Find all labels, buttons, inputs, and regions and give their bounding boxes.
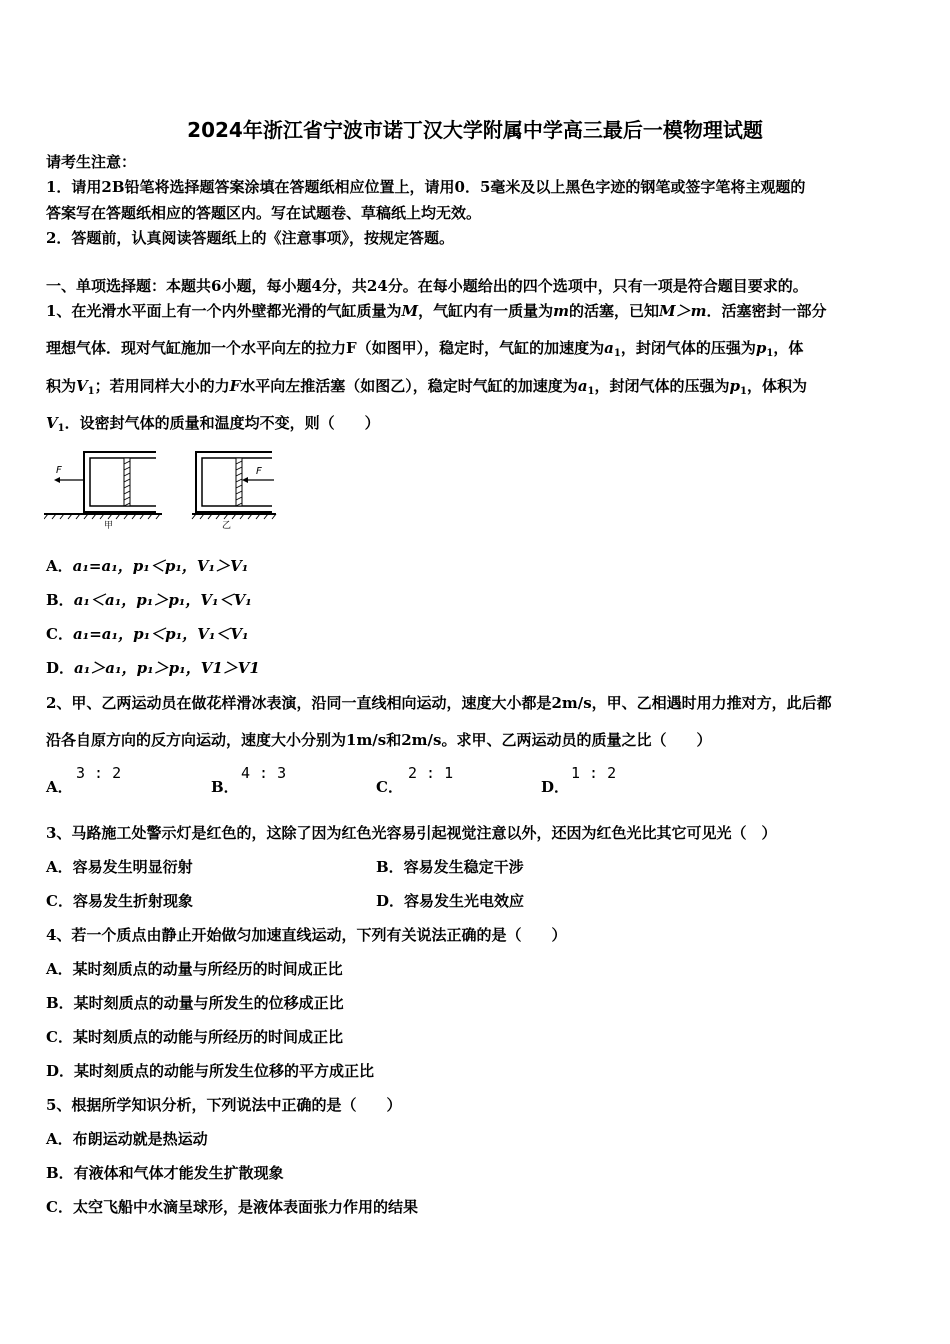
q1-option-d[interactable]: D．a₁＞a₁，p₁＞p₁，V1＞V1 [46, 659, 260, 677]
page-title: 2024年浙江省宁波市诺丁汉大学附属中学高三最后一模物理试题 [187, 118, 763, 142]
q1-option-b[interactable]: B．a₁＜a₁，p₁＞p₁，V₁＜V₁ [46, 591, 252, 609]
q1-line-1: 1、在光滑水平面上有一个内外壁都光滑的气缸质量为M，气缸内有一质量为m的活塞，已知M＞m．活塞密封一部分 [46, 302, 827, 320]
q1-line-3: 积为$V_1$；若用同样大小的力F水平向左推活塞（如图乙），稳定时气缸的加速度为$a_1$，封闭气体的压强为$p_1$，体积为 [46, 377, 808, 397]
q2-option-b-letter: B． [211, 778, 239, 796]
q5-line-1: 5、根据所学知识分析，下列说法中正确的是（ ） [46, 1096, 402, 1114]
q2-option-c-letter: C． [376, 778, 403, 796]
q2-option-d-value: 1 : 2 [571, 764, 617, 782]
q4-option-d[interactable]: D．某时刻质点的动能与所发生位移的平方成正比 [46, 1062, 375, 1080]
q1-figure [44, 448, 284, 530]
q3-option-a[interactable]: A．容易发生明显衍射 [46, 858, 193, 876]
notice-line-2: 答案写在答题纸相应的答题区内。写在试题卷、草稿纸上均无效。 [46, 204, 482, 222]
q1-option-c[interactable]: C．a₁=a₁，p₁＜p₁，V₁＜V₁ [46, 625, 249, 643]
figure-jia-label: 甲 [104, 521, 114, 530]
section-heading: 一、单项选择题：本题共6小题，每小题4分，共24分。在每小题给出的四个选项中，只有一项是符合题目要求的。 [46, 277, 808, 295]
q1-option-a[interactable]: A．a₁=a₁，p₁＜p₁，V₁＞V₁ [46, 557, 249, 575]
q4-option-a[interactable]: A．某时刻质点的动量与所经历的时间成正比 [46, 960, 343, 978]
notice-line-3: 2．答题前，认真阅读答题纸上的《注意事项》，按规定答题。 [46, 229, 454, 247]
q3-option-c[interactable]: C．容易发生折射现象 [46, 892, 193, 910]
q1-line-2: 理想气体．现对气缸施加一个水平向左的拉力F（如图甲），稳定时，气缸的加速度为$a_1$，封闭气体的压强为$p_1$，体 [46, 339, 804, 359]
notice-line-1: 1．请用2B铅笔将选择题答案涂填在答题纸相应位置上，请用0．5毫米及以上黑色字迹的钢笔或签字笔将主观题的 [46, 178, 806, 196]
figure-yi [184, 452, 280, 530]
q4-option-c[interactable]: C．某时刻质点的动能与所经历的时间成正比 [46, 1028, 343, 1046]
q4-line-1: 4、若一个质点由静止开始做匀加速直线运动，下列有关说法正确的是（ ） [46, 926, 567, 944]
figure-yi-force-label: F [256, 466, 262, 477]
q2-option-b-value: 4 : 3 [241, 764, 287, 782]
q3-option-d[interactable]: D．容易发生光电效应 [376, 892, 525, 910]
q2-option-d-letter: D． [541, 778, 570, 796]
q5-option-a[interactable]: A．布朗运动就是热运动 [46, 1130, 208, 1148]
notice-heading: 请考生注意： [46, 153, 137, 171]
figure-jia-force-label: F [56, 465, 62, 476]
q2-option-a-value: 3 : 2 [76, 764, 122, 782]
q3-option-b[interactable]: B．容易发生稳定干涉 [376, 858, 524, 876]
q2-option-c-value: 2 : 1 [408, 764, 454, 782]
q5-option-c[interactable]: C．太空飞船中水滴呈球形，是液体表面张力作用的结果 [46, 1198, 418, 1216]
q5-option-b[interactable]: B．有液体和气体才能发生扩散现象 [46, 1164, 284, 1182]
figure-jia [44, 452, 162, 530]
q3-line-1: 3、马路施工处警示灯是红色的，这除了因为红色光容易引起视觉注意以外，还因为红色光比其它可见光（ ） [46, 824, 777, 842]
q1-line-4: $V_1$．设密封气体的质量和温度均不变，则（ ） [46, 414, 380, 434]
q2-option-a-letter: A． [46, 778, 73, 796]
q4-option-b[interactable]: B．某时刻质点的动量与所发生的位移成正比 [46, 994, 344, 1012]
figure-yi-label: 乙 [222, 521, 232, 530]
q2-line-2: 沿各自原方向的反方向运动，速度大小分别为1m/s和2m/s。求甲、乙两运动员的质量之比（ ） [46, 731, 712, 749]
q2-line-1: 2、甲、乙两运动员在做花样滑冰表演，沿同一直线相向运动，速度大小都是2m/s，甲、乙相遇时用力推对方，此后都 [46, 694, 832, 712]
